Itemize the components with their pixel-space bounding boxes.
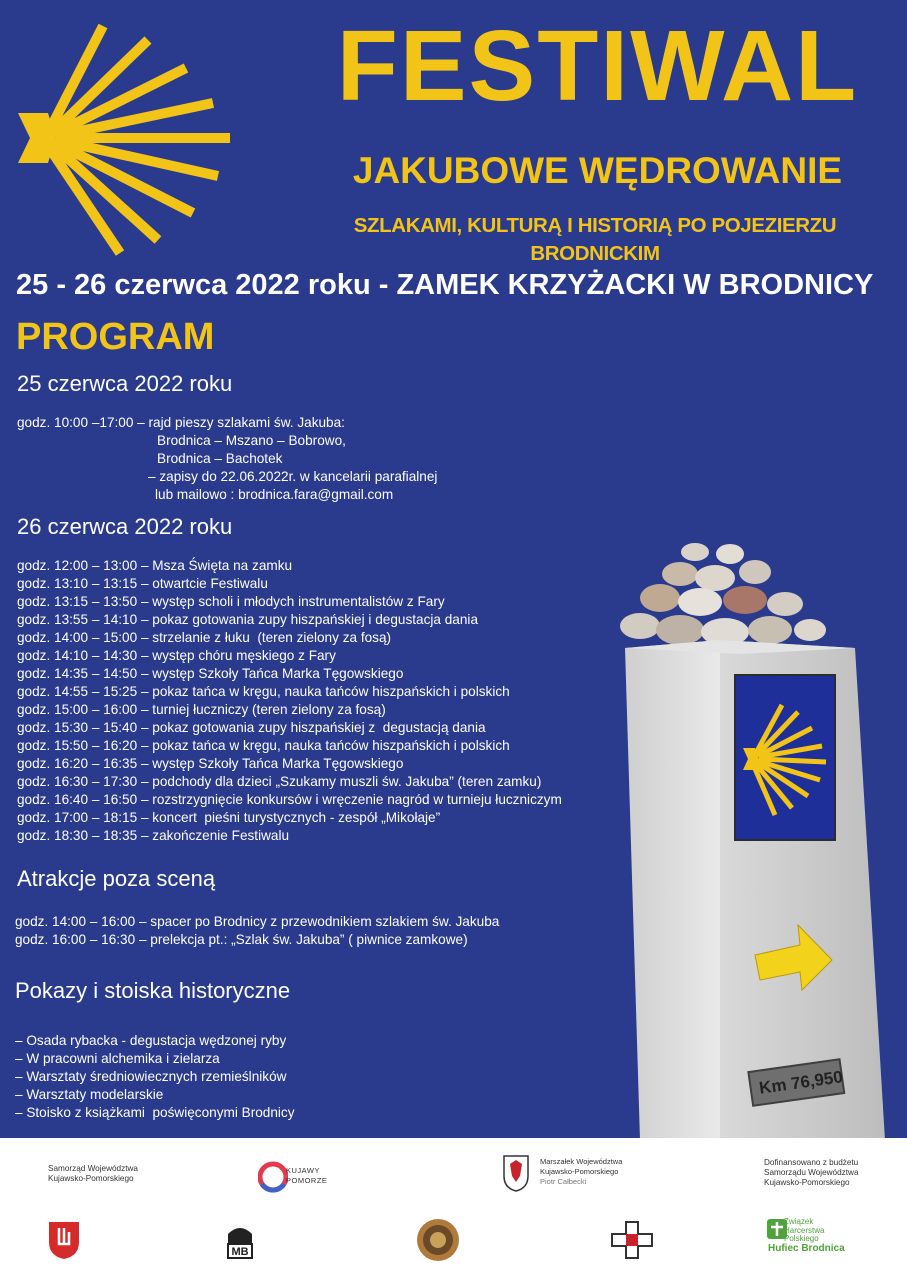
historical-list bbox=[15, 1032, 295, 1122]
schedule-line: godz. 16:30 – 17:30 – podchody dla dzieci „Szukamy muszli św. Jakuba” (teren zamku) bbox=[17, 774, 542, 789]
schedule-line: godz. 14:00 – 15:00 – strzelanie z łuku (teren zielony za fosą) bbox=[17, 630, 392, 645]
event-date-location: 25 - 26 czerwca 2022 roku - ZAMEK KRZYŻACKI W BRODNICY bbox=[16, 269, 874, 301]
schedule-line: godz. 14:35 – 14:50 – występ Szkoły Tańca Marka Tęgowskiego bbox=[17, 666, 404, 681]
day2-schedule bbox=[17, 557, 562, 845]
historical-item: – Warsztaty średniowiecznych rzemieślników bbox=[15, 1069, 287, 1084]
scallop-shell-icon bbox=[8, 18, 258, 258]
schedule-line: Brodnica – Mszano – Bobrowo, bbox=[157, 433, 346, 448]
historical-heading: Pokazy i stoiska historyczne bbox=[15, 978, 291, 1003]
zhp-logo: Związek Harcerstwa Polskiego Hufiec Brodnica bbox=[768, 1217, 845, 1254]
schedule-line: godz. 16:20 – 16:35 – występ Szkoły Tańca Marka Tęgowskiego bbox=[17, 756, 404, 771]
festival-tagline: SZLAKAMI, KULTURĄ I HISTORIĄ PO POJEZIERZU BRODNICKIM bbox=[353, 214, 837, 265]
schedule-line: godz. 17:00 – 18:15 – koncert pieśni turystycznych - zespół „Mikołaje” bbox=[17, 810, 441, 825]
schedule-line: godz. 12:00 – 13:00 – Msza Święta na zamku bbox=[17, 558, 293, 573]
historical-item: – W pracowni alchemika i zielarza bbox=[15, 1051, 220, 1066]
schedule-line: godz. 15:00 – 16:00 – turniej łuczniczy (teren zielony za fosą) bbox=[17, 702, 386, 717]
festival-subtitle: JAKUBOWE WĘDROWANIE bbox=[352, 150, 843, 191]
schedule-line: godz. 15:50 – 16:20 – pokaz tańca w kręgu, nauka tańców hiszpańskich i polskich bbox=[17, 738, 510, 753]
day2-heading: 26 czerwca 2022 roku bbox=[17, 514, 233, 539]
samorzad-label: Samorząd Województwa Kujawsko-Pomorskiego bbox=[48, 1164, 138, 1183]
program-heading: PROGRAM bbox=[16, 316, 215, 358]
schedule-line: godz. 18:30 – 18:35 – zakończenie Festiwalu bbox=[17, 828, 290, 843]
attraction-line: godz. 14:00 – 16:00 – spacer po Brodnicy z przewodnikiem szlakiem św. Jakuba bbox=[15, 914, 500, 929]
kujawy-pomorze-logo: KUJAWY POMORZE bbox=[258, 1156, 338, 1198]
schedule-line: Brodnica – Bachotek bbox=[157, 451, 283, 466]
historical-item: – Osada rybacka - degustacja wędzonej ryby bbox=[15, 1033, 287, 1048]
attractions-heading: Atrakcje poza sceną bbox=[17, 866, 216, 891]
museum-logo: MB bbox=[224, 1220, 256, 1260]
coat-of-arms-icon bbox=[502, 1154, 530, 1192]
marszalek-logo: Marszałek Województwa Kujawsko-Pomorskiego Piotr Całbecki bbox=[502, 1154, 642, 1198]
km-plate-text: Km 76,950 bbox=[757, 1067, 844, 1098]
historical-item: – Warsztaty modelarskie bbox=[15, 1087, 164, 1102]
schedule-line: godz. 14:55 – 15:25 – pokaz tańca w kręgu, nauka tańców hiszpańskich i polskich bbox=[17, 684, 510, 699]
dofinansowano-label: Dofinansowano z budżetu Samorządu Województwa Kujawsko-Pomorskiego bbox=[764, 1158, 859, 1187]
schedule-line: lub mailowo : brodnica.fara@gmail.com bbox=[155, 487, 394, 502]
schedule-line: godz. 10:00 –17:00 – rajd pieszy szlakami św. Jakuba: bbox=[17, 415, 345, 430]
schedule-line: godz. 16:40 – 16:50 – rozstrzygnięcie konkursów i wręczenie nagród w turnieju łuczniczym bbox=[17, 792, 562, 807]
historical-item: – Stoisko z książkami poświęconymi Brodnicy bbox=[15, 1105, 295, 1120]
schedule-line: – zapisy do 22.06.2022r. w kancelarii parafialnej bbox=[148, 469, 438, 484]
parish-seal-icon bbox=[416, 1218, 460, 1262]
day1-heading: 25 czerwca 2022 roku bbox=[17, 371, 233, 396]
stones-pile bbox=[620, 543, 826, 646]
attraction-line: godz. 16:00 – 16:30 – prelekcja pt.: „Szlak św. Jakuba” ( piwnice zamkowe) bbox=[15, 932, 468, 947]
brodnica-crest-icon bbox=[47, 1220, 81, 1260]
sponsors-footer bbox=[0, 1138, 907, 1280]
day1-schedule bbox=[17, 414, 437, 504]
kujawy-pomorze-icon bbox=[258, 1156, 288, 1198]
schedule-line: godz. 15:30 – 15:40 – pokaz gotowania zupy hiszpańskiej z degustacją dania bbox=[17, 720, 486, 735]
festival-title: FESTIWAL bbox=[336, 10, 859, 122]
schedule-line: godz. 13:55 – 14:10 – pokaz gotowania zupy hiszpańskiej i degustacja dania bbox=[17, 612, 478, 627]
milestone-image bbox=[600, 540, 900, 1138]
schedule-line: godz. 13:10 – 13:15 – otwartcie Festiwalu bbox=[17, 576, 268, 591]
scout-cross-icon bbox=[610, 1220, 654, 1260]
attractions-list bbox=[15, 913, 499, 949]
schedule-line: godz. 13:15 – 13:50 – występ scholi i młodych instrumentalistów z Fary bbox=[17, 594, 445, 609]
schedule-line: godz. 14:10 – 14:30 – występ chóru męskiego z Fary bbox=[17, 648, 336, 663]
